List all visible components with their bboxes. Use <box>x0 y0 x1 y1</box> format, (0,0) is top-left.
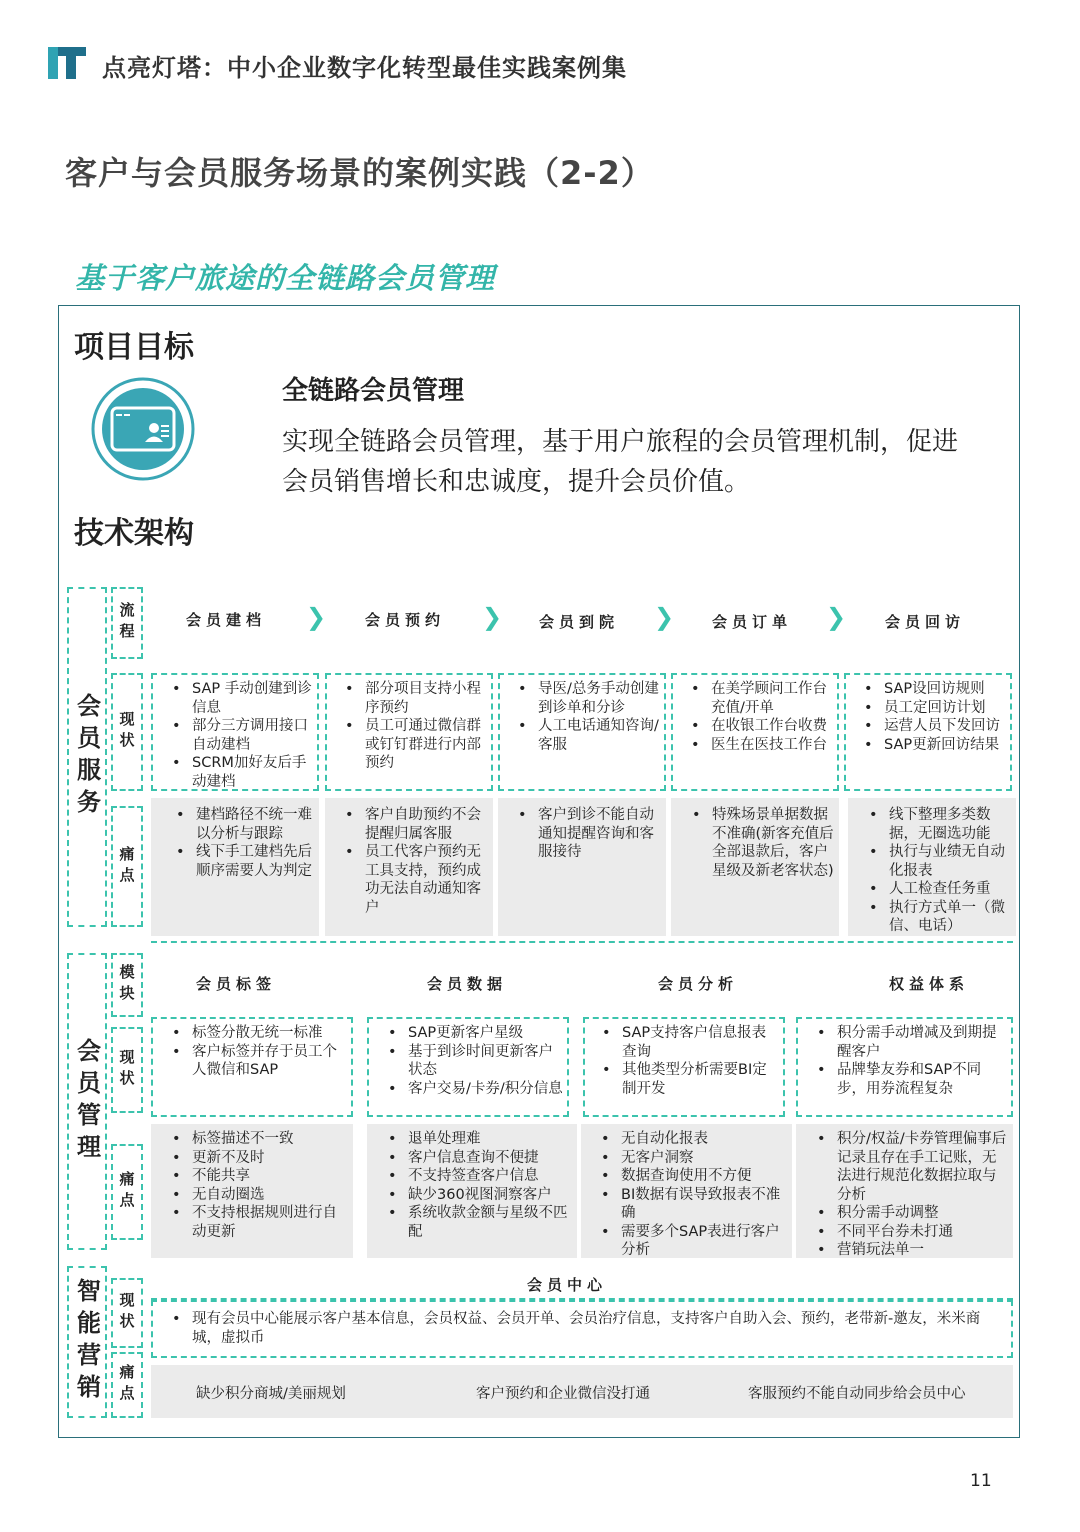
subtitle: 基于客户旅途的全链路会员管理 <box>75 261 496 295</box>
chevron-right-icon: ❯ <box>306 603 327 631</box>
list-item: • 员工定回访计划 <box>884 699 1006 718</box>
stage-member-booking: 会员预约 <box>365 611 446 629</box>
list-item: • 执行方式单一（微信、电话） <box>889 899 1011 936</box>
goal-heading: 全链路会员管理 <box>282 376 465 406</box>
service-pain-text <box>345 806 487 917</box>
service-status-text <box>518 680 660 754</box>
module-label: 模块 <box>111 953 143 1017</box>
list-item: • 需要多个SAP表进行客户分析 <box>621 1223 785 1260</box>
section-divider <box>151 941 1013 943</box>
service-pain-text <box>869 806 1011 936</box>
member-card-icon <box>90 376 196 482</box>
list-item: • 不能共享 <box>192 1167 348 1186</box>
list-item: • 积分需手动增减及到期提醒客户 <box>837 1024 1007 1061</box>
module-benefit-system: 权益体系 <box>889 975 970 993</box>
list-item: • 建档路径不统一难以分析与跟踪 <box>196 806 314 843</box>
arch-section-title: 技术架构 <box>74 516 194 551</box>
service-pain-text <box>692 806 834 880</box>
status-label: 现状 <box>111 1278 143 1348</box>
smart-pain-item: 缺少积分商城/美丽规划 <box>196 1386 346 1402</box>
list-item: • 人工电话通知咨询/客服 <box>538 717 660 754</box>
member-center-title: 会员中心 <box>527 1276 608 1294</box>
list-item: • 线下手工建档先后顺序需要人为判定 <box>196 843 314 880</box>
list-item: • 客户标签并存于员工个人微信和SAP <box>192 1043 348 1080</box>
list-item: • 特殊场景单据数据不准确(新客充值后全部退款后，客户星级及新老客状态) <box>712 806 834 880</box>
list-item: • 客户交易/卡券/积分信息 <box>408 1080 564 1099</box>
list-item: • 标签分散无统一标准 <box>192 1024 348 1043</box>
list-item: • 数据查询使用不方便 <box>621 1167 785 1186</box>
chevron-right-icon: ❯ <box>482 603 503 631</box>
stage-member-order: 会员订单 <box>712 613 793 631</box>
page-number: 11 <box>970 1471 992 1491</box>
list-item: • 基于到诊时间更新客户状态 <box>408 1043 564 1080</box>
list-item: • 缺少360视图洞察客户 <box>408 1186 568 1205</box>
header-title: 点亮灯塔：中小企业数字化转型最佳实践案例集 <box>102 54 627 82</box>
page-title: 客户与会员服务场景的案例实践（2-2） <box>65 154 654 192</box>
stage-member-followup: 会员回访 <box>885 613 966 631</box>
list-item: • 部分三方调用接口自动建档 <box>192 717 314 754</box>
list-item: • 退单处理难 <box>408 1130 568 1149</box>
list-item: • 人工检查任务重 <box>889 880 1011 899</box>
list-item: • 在收银工作台收费 <box>711 717 833 736</box>
list-item: • 部分项目支持小程序预约 <box>365 680 487 717</box>
stage-member-profile: 会员建档 <box>186 611 267 629</box>
pain-label: 痛点 <box>111 806 143 927</box>
list-item: • 品牌挚友券和SAP不同步，用券流程复杂 <box>837 1061 1007 1098</box>
status-label: 现状 <box>111 1027 143 1113</box>
process-label: 流程 <box>111 587 143 659</box>
list-item: • 无自动化报表 <box>621 1130 785 1149</box>
manage-status-text <box>388 1024 564 1098</box>
list-item: • 医生在医技工作台 <box>711 736 833 755</box>
list-item: • 系统收款金额与星级不匹配 <box>408 1204 568 1241</box>
list-item: • SAP 手动创建到诊信息 <box>192 680 314 717</box>
lighthouse-logo-icon <box>48 45 88 81</box>
list-item: • 无客户洞察 <box>621 1149 785 1168</box>
list-item: • 无自动圈选 <box>192 1186 348 1205</box>
list-item: • 不支持根据规则进行自动更新 <box>192 1204 348 1241</box>
service-pain-text <box>518 806 660 862</box>
member-manage-label: 会员管理 <box>67 953 107 1250</box>
list-item: • 积分需手动调整 <box>837 1204 1007 1223</box>
service-status-text <box>172 680 314 791</box>
manage-pain-text <box>388 1130 568 1241</box>
pain-label: 痛点 <box>111 1144 143 1240</box>
list-item: • SCRM加好友后手动建档 <box>192 754 314 791</box>
manage-status-text <box>172 1024 348 1080</box>
list-item: • 客户到诊不能自动通知提醒咨询和客服接待 <box>538 806 660 862</box>
module-member-data: 会员数据 <box>427 975 508 993</box>
list-item: • 更新不及时 <box>192 1149 348 1168</box>
list-item: • 导医/总务手动创建到诊单和分诊 <box>538 680 660 717</box>
manage-status-text <box>602 1024 778 1098</box>
manage-status-text <box>817 1024 1007 1098</box>
list-item: • 现有会员中心能展示客户基本信息，会员权益、会员开单、会员治疗信息，支持客户自助入会、预约，老带新-邀友，米米商城，虚拟币 <box>192 1310 992 1347</box>
smart-status-text <box>172 1310 992 1347</box>
goal-section-title: 项目目标 <box>74 330 194 365</box>
smart-pain-item: 客户预约和企业微信没打通 <box>476 1386 650 1402</box>
module-member-tag: 会员标签 <box>196 975 277 993</box>
service-pain-text <box>176 806 314 880</box>
list-item: • 执行与业绩无自动化报表 <box>889 843 1011 880</box>
goal-description: 实现全链路会员管理，基于用户旅程的会员管理机制，促进会员销售增长和忠诚度，提升会员价值。 <box>282 427 959 497</box>
list-item: • SAP更新客户星级 <box>408 1024 564 1043</box>
list-item: • 员工可通过微信群或钉钉群进行内部预约 <box>365 717 487 773</box>
list-item: • 客户信息查询不便捷 <box>408 1149 568 1168</box>
status-label: 现状 <box>111 673 143 791</box>
list-item: • SAP支持客户信息报表查询 <box>622 1024 778 1061</box>
list-item: • 客户自助预约不会提醒归属客服 <box>365 806 487 843</box>
manage-pain-text <box>817 1130 1007 1260</box>
list-item: • BI数据有误导致报表不准确 <box>621 1186 785 1223</box>
list-item: • 积分/权益/卡券管理偏事后记录且存在手工记账，无法进行规范化数据拉取与分析 <box>837 1130 1007 1204</box>
list-item: • 营销玩法单一 <box>837 1241 1007 1260</box>
pain-label: 痛点 <box>111 1352 143 1418</box>
service-status-text <box>345 680 487 773</box>
smart-pain-item: 客服预约不能自动同步给会员中心 <box>748 1386 966 1402</box>
manage-pain-text <box>172 1130 348 1241</box>
member-service-label: 会员服务 <box>67 587 107 927</box>
manage-pain-text <box>601 1130 785 1260</box>
list-item: • 员工代客户预约无工具支持，预约成功无法自动通知客户 <box>365 843 487 917</box>
list-item: • 运营人员下发回访 <box>884 717 1006 736</box>
list-item: • SAP设回访规则 <box>884 680 1006 699</box>
list-item: • 其他类型分析需要BI定制开发 <box>622 1061 778 1098</box>
module-member-analysis: 会员分析 <box>658 975 739 993</box>
list-item: • 线下整理多类数据，无圈选功能 <box>889 806 1011 843</box>
service-status-text <box>864 680 1006 754</box>
list-item: • 在美学顾问工作台充值/开单 <box>711 680 833 717</box>
stage-member-arrival: 会员到院 <box>539 613 620 631</box>
chevron-right-icon: ❯ <box>654 603 675 631</box>
list-item: • 标签描述不一致 <box>192 1130 348 1149</box>
list-item: • 不同平台券未打通 <box>837 1223 1007 1242</box>
smart-marketing-label: 智能营销 <box>67 1266 107 1418</box>
list-item: • 不支持签查客户信息 <box>408 1167 568 1186</box>
service-status-text <box>691 680 833 754</box>
list-item: • SAP更新回访结果 <box>884 736 1006 755</box>
chevron-right-icon: ❯ <box>826 603 847 631</box>
